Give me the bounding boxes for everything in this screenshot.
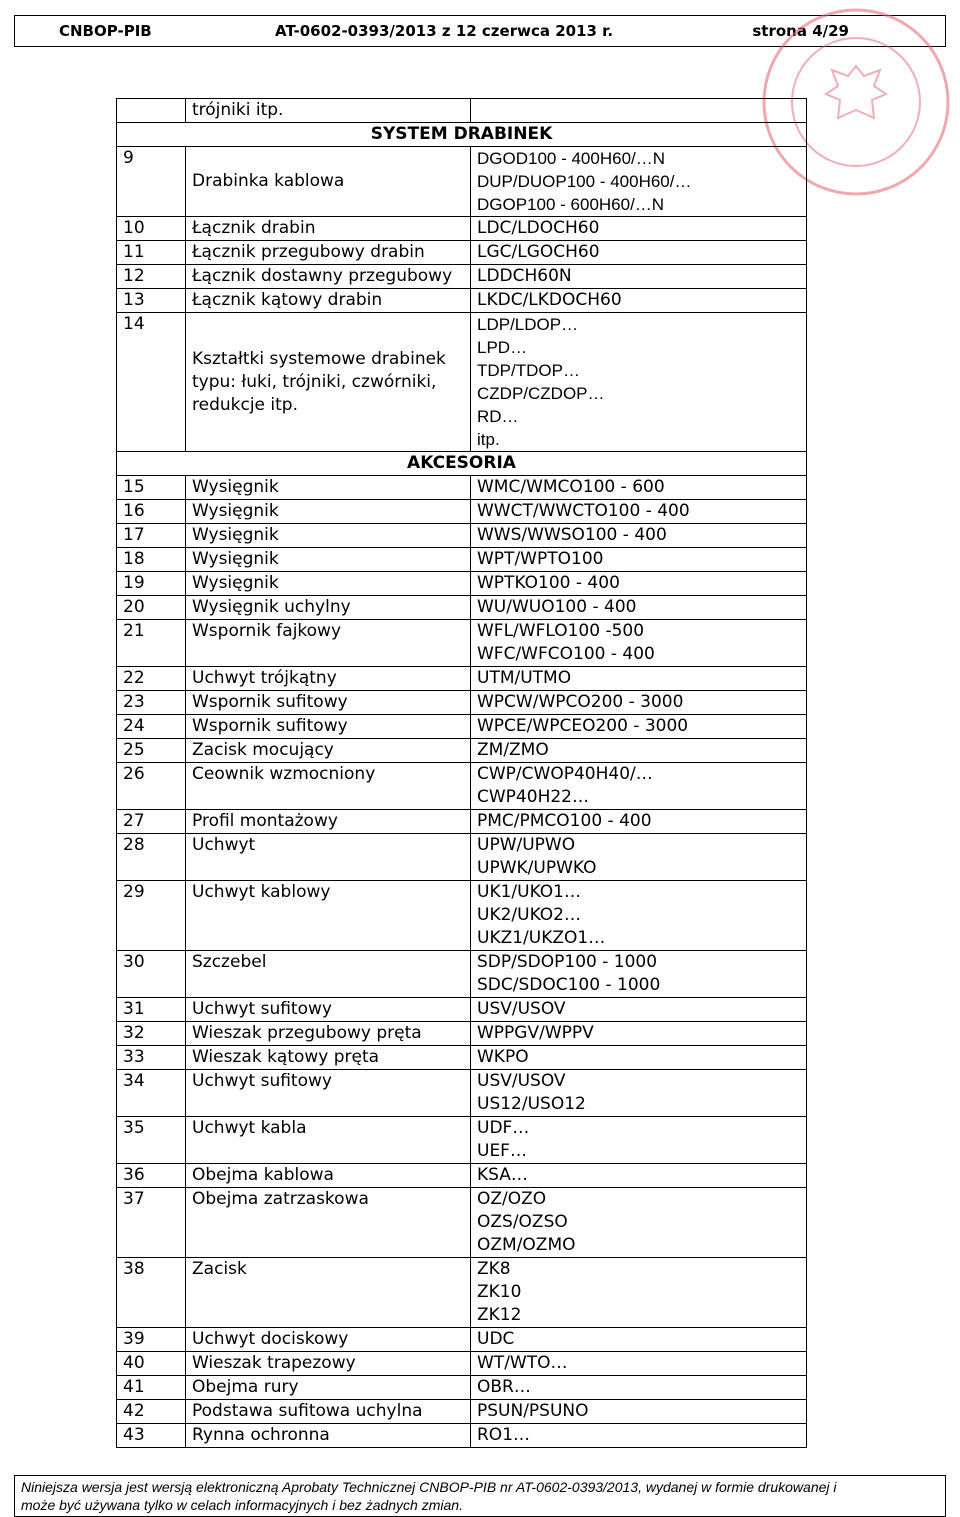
row-name: Uchwyt sufitowy (186, 1070, 471, 1117)
row-number: 41 (117, 1376, 186, 1400)
table-row (117, 1400, 807, 1424)
row-name: Wieszak przegubowy pręta (186, 1022, 471, 1046)
table-row (117, 217, 807, 241)
row-name: Szczebel (186, 951, 471, 998)
row-number: 15 (117, 476, 186, 500)
row-codes: WPCE/WPCEO200 - 3000 (471, 715, 807, 739)
row-number: 23 (117, 691, 186, 715)
row-name: Drabinka kablowa (186, 147, 471, 217)
row-name: Wspornik fajkowy (186, 620, 471, 667)
row-codes: LGC/LGOCH60 (471, 241, 807, 265)
row-codes: WPCW/WPCO200 - 3000 (471, 691, 807, 715)
page-footer (14, 1475, 946, 1517)
table-row (117, 1188, 807, 1258)
table-row (117, 715, 807, 739)
table-row (117, 1070, 807, 1117)
row-number: 39 (117, 1328, 186, 1352)
row-codes: UDF… UEF… (471, 1117, 807, 1164)
row-number: 16 (117, 500, 186, 524)
row-name: Wysięgnik (186, 524, 471, 548)
row-name: Profil montażowy (186, 810, 471, 834)
row-name: Uchwyt kablowy (186, 881, 471, 951)
table-row (117, 548, 807, 572)
row-codes: OZ/OZO OZS/OZSO OZM/OZMO (471, 1188, 807, 1258)
row-name: Wieszak kątowy pręta (186, 1046, 471, 1070)
row-codes: ZM/ZMO (471, 739, 807, 763)
row-codes: WWCT/WWCTO100 - 400 (471, 500, 807, 524)
row-codes: ZK8 ZK10 ZK12 (471, 1258, 807, 1328)
row-name: Obejma zatrzaskowa (186, 1188, 471, 1258)
row-name: Obejma rury (186, 1376, 471, 1400)
row-number: 20 (117, 596, 186, 620)
row-codes: UTM/UTMO (471, 667, 807, 691)
row-name: Zacisk (186, 1258, 471, 1328)
row-number: 18 (117, 548, 186, 572)
row-name: Ceownik wzmocniony (186, 763, 471, 810)
row-name: Uchwyt (186, 834, 471, 881)
row-codes: WT/WTO… (471, 1352, 807, 1376)
header-doc: AT-0602-0393/2013 z 12 czerwca 2013 r. (275, 22, 614, 40)
table-row (117, 1424, 807, 1448)
row-number: 33 (117, 1046, 186, 1070)
footer-line-2: może być używana tylko w celach informacyjnych i bez żadnych zmian. (21, 1497, 463, 1513)
table-row (117, 739, 807, 763)
table-row (117, 500, 807, 524)
section-row (117, 452, 807, 476)
row-name: Wysięgnik (186, 572, 471, 596)
row-number: 34 (117, 1070, 186, 1117)
row-codes: LDDCH60N (471, 265, 807, 289)
row-codes: UK1/UKO1… UK2/UKO2… UKZ1/UKZO1… (471, 881, 807, 951)
row-name: Uchwyt sufitowy (186, 998, 471, 1022)
row-number: 9 (117, 147, 186, 217)
row-codes: WFL/WFLO100 -500 WFC/WFCO100 - 400 (471, 620, 807, 667)
row-codes: USV/USOV US12/USO12 (471, 1070, 807, 1117)
row-number: 19 (117, 572, 186, 596)
products-table (116, 98, 807, 1448)
table-row (117, 1376, 807, 1400)
table-row (117, 99, 807, 123)
row-name: Kształtki systemowe drabinek typu: łuki, trójniki, czwórniki, redukcje itp. (186, 313, 471, 452)
row-name: Wysięgnik (186, 476, 471, 500)
table-row (117, 951, 807, 998)
header-org: CNBOP-PIB (59, 22, 152, 40)
row-codes: UDC (471, 1328, 807, 1352)
row-number: 24 (117, 715, 186, 739)
row-codes: WWS/WWSO100 - 400 (471, 524, 807, 548)
row-codes: WKPO (471, 1046, 807, 1070)
table-row (117, 620, 807, 667)
table-row (117, 572, 807, 596)
row-name: Łącznik przegubowy drabin (186, 241, 471, 265)
row-number: 43 (117, 1424, 186, 1448)
row-number: 42 (117, 1400, 186, 1424)
row-number: 21 (117, 620, 186, 667)
table-row (117, 313, 807, 452)
top-row-text: trójniki itp. (186, 99, 471, 123)
table-row (117, 1117, 807, 1164)
row-number: 17 (117, 524, 186, 548)
table-row (117, 265, 807, 289)
table-row (117, 596, 807, 620)
row-name: Uchwyt dociskowy (186, 1328, 471, 1352)
row-number: 25 (117, 739, 186, 763)
table-row (117, 1164, 807, 1188)
table-row (117, 1022, 807, 1046)
row-number: 14 (117, 313, 186, 452)
row-codes: UPW/UPWO UPWK/UPWKO (471, 834, 807, 881)
table-row (117, 763, 807, 810)
row-name: Uchwyt trójkątny (186, 667, 471, 691)
row-codes: LDP/LDOP… LPD… TDP/TDOP… CZDP/CZDOP… RD… itp. (471, 313, 807, 452)
row-name: Wspornik sufitowy (186, 691, 471, 715)
table-row (117, 667, 807, 691)
table-row (117, 998, 807, 1022)
header-page: strona 4/29 (752, 22, 849, 40)
row-number: 13 (117, 289, 186, 313)
table-row (117, 524, 807, 548)
section-row (117, 123, 807, 147)
table-row (117, 476, 807, 500)
row-number: 37 (117, 1188, 186, 1258)
row-codes: RO1… (471, 1424, 807, 1448)
footer-line-1: Niniejsza wersja jest wersją elektroniczną Aprobaty Technicznej CNBOP-PIB nr AT-0602-0393/2013, wydanej w formie drukowanej i (21, 1479, 837, 1495)
row-name: Wspornik sufitowy (186, 715, 471, 739)
row-name: Podstawa sufitowa uchylna (186, 1400, 471, 1424)
table-row (117, 289, 807, 313)
row-codes: LKDC/LKDOCH60 (471, 289, 807, 313)
row-codes: LDC/LDOCH60 (471, 217, 807, 241)
row-name: Rynna ochronna (186, 1424, 471, 1448)
row-number: 30 (117, 951, 186, 998)
row-name: Uchwyt kabla (186, 1117, 471, 1164)
row-number: 40 (117, 1352, 186, 1376)
row-name: Łącznik drabin (186, 217, 471, 241)
table-row (117, 881, 807, 951)
row-number: 12 (117, 265, 186, 289)
table-row (117, 810, 807, 834)
row-number: 31 (117, 998, 186, 1022)
row-codes: PSUN/PSUNO (471, 1400, 807, 1424)
section-akcesoria: AKCESORIA (117, 452, 807, 476)
row-number: 38 (117, 1258, 186, 1328)
row-number: 22 (117, 667, 186, 691)
row-codes: PMC/PMCO100 - 400 (471, 810, 807, 834)
table-row (117, 1258, 807, 1328)
row-number: 11 (117, 241, 186, 265)
table-row (117, 147, 807, 217)
row-name: Wysięgnik (186, 500, 471, 524)
row-number: 28 (117, 834, 186, 881)
row-name: Łącznik dostawny przegubowy (186, 265, 471, 289)
section-drabinek: SYSTEM DRABINEK (117, 123, 807, 147)
row-codes: WPTKO100 - 400 (471, 572, 807, 596)
row-codes: DGOD100 - 400H60/…N DUP/DUOP100 - 400H60/… DGOP100 - 600H60/…N (471, 147, 807, 217)
row-codes: SDP/SDOP100 - 1000 SDC/SDOC100 - 1000 (471, 951, 807, 998)
row-number: 10 (117, 217, 186, 241)
row-codes: WMC/WMCO100 - 600 (471, 476, 807, 500)
row-name: Wysięgnik (186, 548, 471, 572)
table-row (117, 1352, 807, 1376)
row-name: Obejma kablowa (186, 1164, 471, 1188)
row-number: 27 (117, 810, 186, 834)
table-row (117, 1046, 807, 1070)
row-codes: WPT/WPTO100 (471, 548, 807, 572)
row-number: 35 (117, 1117, 186, 1164)
row-number: 32 (117, 1022, 186, 1046)
row-codes: WPPGV/WPPV (471, 1022, 807, 1046)
row-number: 36 (117, 1164, 186, 1188)
row-name: Wysięgnik uchylny (186, 596, 471, 620)
row-number: 26 (117, 763, 186, 810)
row-name: Zacisk mocujący (186, 739, 471, 763)
table-row (117, 241, 807, 265)
row-number: 29 (117, 881, 186, 951)
row-codes: CWP/CWOP40H40/… CWP40H22… (471, 763, 807, 810)
table-row (117, 834, 807, 881)
row-codes: USV/USOV (471, 998, 807, 1022)
row-name: Wieszak trapezowy (186, 1352, 471, 1376)
row-name: Łącznik kątowy drabin (186, 289, 471, 313)
table-row (117, 691, 807, 715)
row-codes: KSA… (471, 1164, 807, 1188)
row-codes: WU/WUO100 - 400 (471, 596, 807, 620)
row-codes: OBR… (471, 1376, 807, 1400)
table-row (117, 1328, 807, 1352)
